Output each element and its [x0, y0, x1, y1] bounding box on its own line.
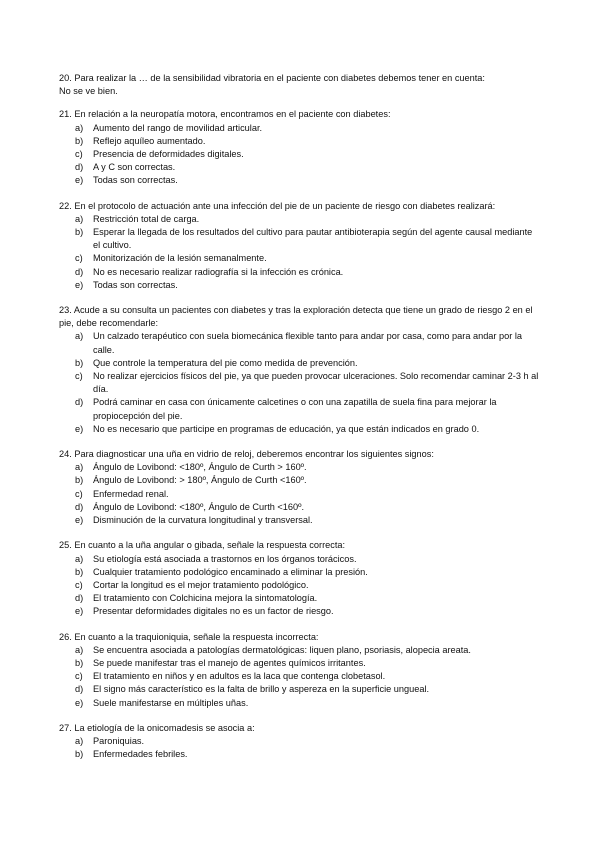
- answer-option: [59, 213, 541, 226]
- option-letter: c): [75, 371, 83, 382]
- answer-option: [59, 226, 541, 252]
- answer-option: [59, 148, 541, 161]
- option-text: Esperar la llegada de los resultados del cultivo para pautar antibioterapia según del agente causal mediante el cultivo.: [93, 227, 533, 251]
- question-stem: En relación a la neuropatía motora, encontramos en el paciente con diabetes:: [74, 109, 391, 120]
- question-24: [59, 448, 541, 527]
- question-text: [59, 631, 541, 644]
- question-stem: Para diagnosticar una uña en vidrio de reloj, deberemos encontrar los siguientes signos:: [74, 449, 434, 460]
- question-text: [59, 539, 541, 552]
- option-letter: d): [75, 501, 84, 512]
- question-text: [59, 722, 541, 735]
- option-text: Cualquier tratamiento podológico encaminado a eliminar la presión.: [93, 566, 368, 577]
- question-number: 20.: [59, 73, 72, 83]
- answer-option: [59, 357, 541, 370]
- option-text: El tratamiento en niños y en adultos es la laca que contenga clobetasol.: [93, 671, 386, 682]
- answer-option: [59, 579, 541, 592]
- option-letter: a): [75, 735, 84, 746]
- option-letter: c): [75, 253, 83, 264]
- answer-option: [59, 122, 541, 135]
- option-letter: e): [75, 423, 84, 434]
- question-stem: En cuanto a la traquioniquia, señale la respuesta incorrecta:: [74, 631, 319, 642]
- answer-option: [59, 592, 541, 605]
- answer-option: [59, 670, 541, 683]
- option-text: Monitorización de la lesión semanalmente.: [93, 253, 267, 264]
- answer-option: [59, 461, 541, 474]
- option-text: A y C son correctas.: [93, 162, 176, 173]
- option-text: Todas son correctas.: [93, 279, 178, 290]
- option-letter: a): [75, 553, 84, 564]
- question-20: [59, 72, 541, 98]
- option-text: Ángulo de Lovibond: > 180º, Ángulo de Curth <160º.: [93, 475, 307, 486]
- question-number: 23.: [59, 305, 72, 316]
- option-text: No realizar ejercicios físicos del pie, ya que pueden provocar ulceraciones. Solo recomendar caminar 2-3 h al día.: [93, 371, 539, 395]
- option-letter: b): [75, 475, 84, 486]
- option-letter: a): [75, 331, 84, 342]
- option-text: Presencia de deformidades digitales.: [93, 149, 244, 160]
- answer-option: [59, 279, 541, 292]
- question-21: [59, 108, 541, 187]
- option-text: Enfermedades febriles.: [93, 749, 188, 760]
- option-text: Ángulo de Lovibond: <180º, Ángulo de Curth <160º.: [93, 501, 305, 512]
- question-number: 27.: [59, 722, 72, 733]
- option-letter: e): [75, 279, 84, 290]
- question-stem: Acude a su consulta un pacientes con diabetes y tras la exploración detecta que tiene un grado de riesgo 2 en el pie, debe recomendarle:: [59, 305, 533, 329]
- question-26: [59, 631, 541, 710]
- question-text: [59, 108, 541, 121]
- option-letter: b): [75, 357, 84, 368]
- answer-option: [59, 330, 541, 356]
- question-number: 22.: [59, 200, 72, 211]
- option-text: Un calzado terapéutico con suela biomecánica flexible tanto para andar por casa, como para andar por la calle.: [93, 331, 523, 355]
- question-27: [59, 722, 541, 762]
- option-letter: c): [75, 671, 83, 682]
- option-letter: a): [75, 213, 84, 224]
- question-stem: En cuanto a la uña angular o gibada, señale la respuesta correcta:: [74, 540, 346, 551]
- option-text: Se puede manifestar tras el manejo de agentes químicos irritantes.: [93, 657, 366, 668]
- answer-option: [59, 748, 541, 761]
- option-text: Cortar la longitud es el mejor tratamiento podológico.: [93, 579, 309, 590]
- option-letter: c): [75, 149, 83, 160]
- answer-option: [59, 488, 541, 501]
- option-letter: d): [75, 266, 84, 277]
- question-text: [59, 200, 541, 213]
- answer-option: [59, 697, 541, 710]
- answer-option: [59, 735, 541, 748]
- answer-option: [59, 514, 541, 527]
- answer-option: [59, 252, 541, 265]
- question-list: [59, 72, 541, 773]
- answer-option: [59, 683, 541, 696]
- question-23: [59, 304, 541, 436]
- answer-options: [59, 644, 541, 710]
- option-letter: d): [75, 162, 84, 173]
- option-letter: e): [75, 175, 84, 186]
- option-letter: e): [75, 606, 84, 617]
- question-text: [59, 72, 541, 85]
- option-letter: b): [75, 657, 84, 668]
- question-22: [59, 200, 541, 292]
- option-text: Su etiología está asociada a trastornos en los órganos torácicos.: [93, 553, 357, 564]
- option-text: El signo más característico es la falta de brillo y aspereza en la superficie ungueal.: [93, 684, 430, 695]
- option-text: Enfermedad renal.: [93, 488, 169, 499]
- answer-option: [59, 161, 541, 174]
- answer-option: [59, 396, 541, 422]
- option-text: Todas son correctas.: [93, 175, 178, 186]
- answer-option: [59, 370, 541, 396]
- option-letter: a): [75, 644, 84, 655]
- option-letter: d): [75, 397, 84, 408]
- answer-options: [59, 461, 541, 527]
- option-text: Paroniquias.: [93, 735, 145, 746]
- answer-options: [59, 330, 541, 436]
- option-text: El tratamiento con Colchicina mejora la sintomatología.: [93, 593, 318, 604]
- answer-option: [59, 553, 541, 566]
- question-number: 24.: [59, 449, 72, 460]
- answer-options: [59, 735, 541, 761]
- question-stem: La etiología de la onicomadesis se asocia a:: [74, 722, 255, 733]
- answer-option: [59, 135, 541, 148]
- question-number: 21.: [59, 109, 72, 120]
- option-text: Que controle la temperatura del pie como medida de prevención.: [93, 357, 358, 368]
- answer-option: [59, 474, 541, 487]
- option-text: Reflejo aquíleo aumentado.: [93, 135, 206, 146]
- question-25: [59, 539, 541, 618]
- answer-options: [59, 213, 541, 292]
- question-stem: En el protocolo de actuación ante una infección del pie de un paciente de riesgo con diabetes realizará:: [74, 200, 496, 211]
- option-text: Suele manifestarse en múltiples uñas.: [93, 697, 249, 708]
- question-text: [59, 448, 541, 461]
- option-text: Disminución de la curvatura longitudinal y transversal.: [93, 515, 313, 526]
- option-letter: c): [75, 579, 83, 590]
- option-letter: d): [75, 684, 84, 695]
- option-text: Ángulo de Lovibond: <180º, Ángulo de Curth > 160º.: [93, 462, 307, 473]
- option-letter: a): [75, 122, 84, 133]
- option-text: Se encuentra asociada a patologías dermatológicas: liquen plano, psoriasis, alopecia areata.: [93, 644, 471, 655]
- answer-options: [59, 553, 541, 619]
- answer-option: [59, 644, 541, 657]
- answer-option: [59, 501, 541, 514]
- option-letter: a): [75, 462, 84, 473]
- option-letter: e): [75, 697, 84, 708]
- option-letter: d): [75, 593, 84, 604]
- option-letter: b): [75, 135, 84, 146]
- question-stem: Para realizar la … de la sensibilidad vibratoria en el paciente con diabetes debemos tener en cuenta:: [74, 73, 485, 83]
- option-text: No es necesario realizar radiografía si la infección es crónica.: [93, 266, 344, 277]
- question-note: No se ve bien.: [59, 86, 118, 97]
- answer-options: [59, 122, 541, 188]
- option-text: No es necesario que participe en programas de educación, ya que están indicados en grado 0.: [93, 423, 480, 434]
- option-text: Podrá caminar en casa con únicamente calcetines o con una zapatilla de suela fina para mejorar la propiocepción del pie.: [93, 397, 497, 421]
- option-text: Aumento del rango de movilidad articular.: [93, 122, 263, 133]
- answer-option: [59, 423, 541, 436]
- option-letter: b): [75, 566, 84, 577]
- question-number: 26.: [59, 631, 72, 642]
- answer-option: [59, 566, 541, 579]
- answer-option: [59, 605, 541, 618]
- option-text: Presentar deformidades digitales no es un factor de riesgo.: [93, 606, 334, 617]
- option-text: Restricción total de carga.: [93, 213, 200, 224]
- answer-option: [59, 266, 541, 279]
- option-letter: e): [75, 515, 84, 526]
- option-letter: b): [75, 749, 84, 760]
- option-letter: b): [75, 227, 84, 238]
- question-number: 25.: [59, 540, 72, 551]
- option-letter: c): [75, 488, 83, 499]
- question-text: [59, 304, 541, 330]
- answer-option: [59, 657, 541, 670]
- answer-option: [59, 174, 541, 187]
